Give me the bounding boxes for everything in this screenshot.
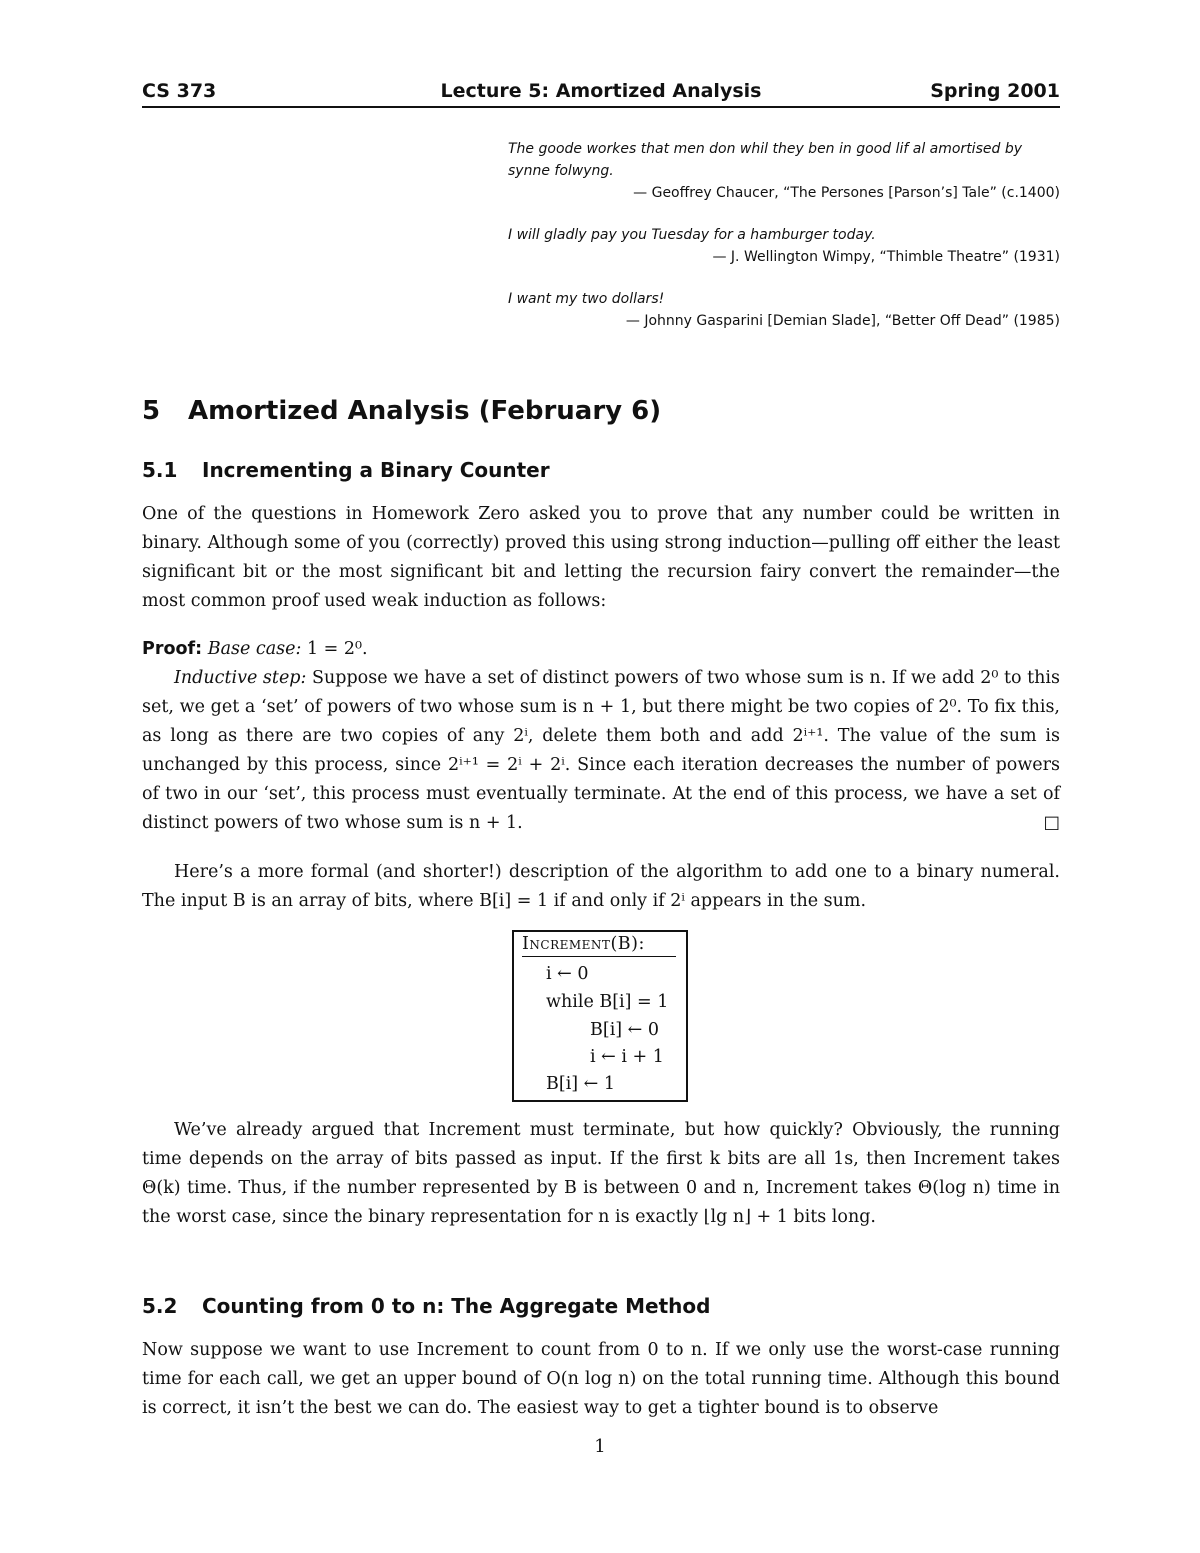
epigraphs [508,138,1060,352]
epigraph-quote: I want my two dollars! [508,291,665,307]
qed-box: □ [1043,813,1060,833]
algorithm-line: i ← 0 [546,964,589,984]
subsection-title: Counting from 0 to n: The Aggregate Method [202,1294,711,1318]
lecture-title: Lecture 5: Amortized Analysis [440,80,762,102]
page-number: 1 [594,1436,606,1457]
epigraph [508,288,1060,332]
proof-base-case [142,635,1060,664]
subsection-number: 5.2 [142,1294,178,1318]
paragraph-intro: One of the questions in Homework Zero asked you to prove that any number could be written in binary. Although some of you (correctly) proved this using strong induction—pulling off either the least significant bit or the most significant bit and letting the recursion fairy convert the remainder—the most common proof used weak induction as follows: [142,504,1060,611]
algorithm-box [512,930,688,1102]
algorithm-line: B[i] ← 1 [546,1074,616,1094]
paragraph-running-time: We’ve already argued that Increment must terminate, but how quickly? Obviously, the running time depends on the array of bits passed as input. If the first k bits are all 1s, then Increment takes Θ(k) time. Thus, if the number represented by B is between 0 and n, Increment takes Θ(log n) time in the worst case, since the binary representation for n is exactly ⌊lg n⌋ + 1 bits long. [142,1120,1060,1227]
subsection-title: Incrementing a Binary Counter [202,458,550,482]
algorithm-line: i ← i + 1 [590,1047,664,1067]
algorithm-title: Increment(B): [522,934,676,957]
base-case-text: 1 = 2⁰. [306,639,368,659]
course-label: CS 373 [142,80,217,102]
algorithm-line: while B[i] = 1 [546,992,669,1012]
inductive-step-label: Inductive step: [174,668,307,688]
inductive-step-text: Suppose we have a set of distinct powers of two whose sum is n. If we add 2⁰ to this set, we get a ‘set’ of powers of two whose sum is n + 1, but there might be two copies of 2⁰. To fix this, as long as there are two copies of any 2ⁱ, delete them both and add 2ⁱ⁺¹. The value of the sum is unchanged by this process, since 2ⁱ⁺¹ = 2ⁱ + 2ⁱ. Since each iteration decreases the number of powers of two in our ‘set’, this process must eventually terminate. At the end of this process, we have a set of distinct powers of two whose sum is n + 1. [142,668,1060,833]
epigraph-attribution: — J. Wellington Wimpy, “Thimble Theatre” (1931) [712,249,1060,265]
epigraph-quote: The goode workes that men don whil they ben in good lif al amortised by synne folwyng. [508,141,1022,179]
section-number: 5 [142,396,161,426]
epigraph-attribution: — Johnny Gasparini [Demian Slade], “Better Off Dead” (1985) [625,313,1060,329]
algorithm-line: B[i] ← 0 [590,1020,660,1040]
epigraph-quote: I will gladly pay you Tuesday for a hamburger today. [508,227,876,243]
paragraph-aggregate: Now suppose we want to use Increment to count from 0 to n. If we only use the worst-case running time for each call, we get an upper bound of O(n log n) on the total running time. Although this bound is correct, it isn’t the best we can do. The easiest way to get a tighter bound is to observe [142,1340,1060,1418]
epigraph [508,138,1060,204]
base-case-label: Base case: [207,639,302,659]
proof-label: Proof: [142,639,203,659]
section-heading [142,396,661,426]
subsection-heading-5-2 [142,1294,710,1318]
proof-block [142,635,1060,838]
epigraph [508,224,1060,268]
section-title: Amortized Analysis (February 6) [188,396,662,426]
running-header [142,78,1060,108]
proof-inductive-step [142,664,1060,838]
subsection-number: 5.1 [142,458,178,482]
epigraph-attribution: — Geoffrey Chaucer, “The Persones [Parson’s] Tale” (c.1400) [633,185,1060,201]
subsection-heading-5-1 [142,458,550,482]
paragraph-formal-description: Here’s a more formal (and shorter!) description of the algorithm to add one to a binary numeral. The input B is an array of bits, where B[i] = 1 if and only if 2ⁱ appears in the sum. [142,862,1060,911]
term-label: Spring 2001 [930,80,1060,102]
